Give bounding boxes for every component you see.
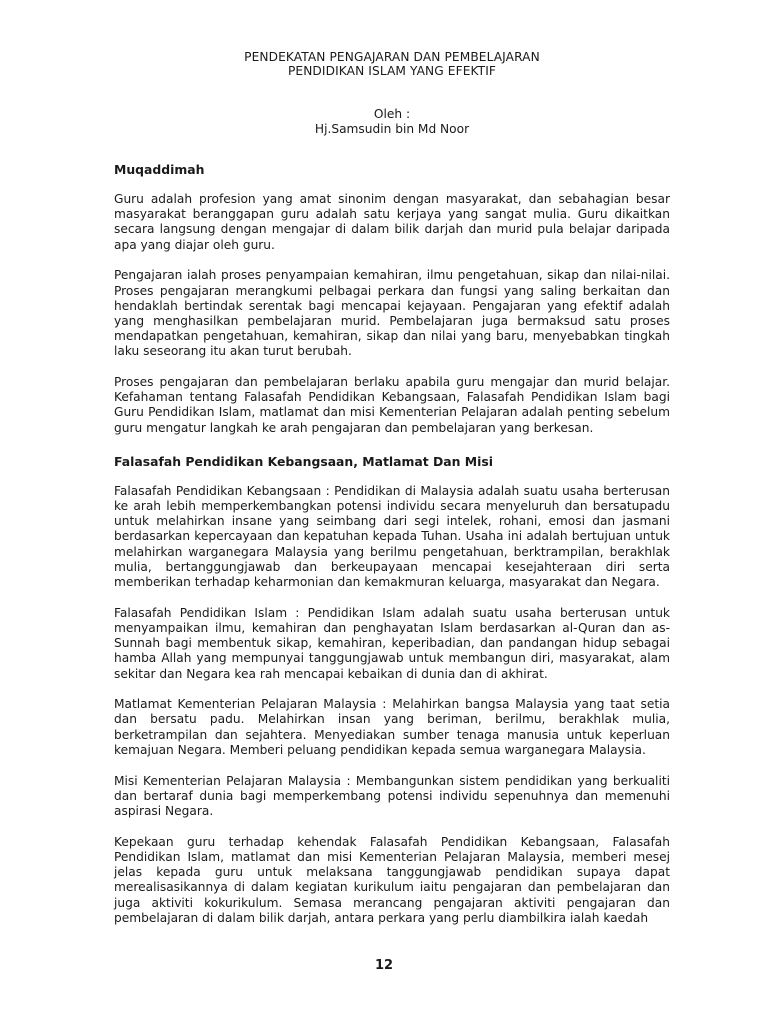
byline	[114, 107, 670, 137]
paragraph: Guru adalah profesion yang amat sinonim dengan masyarakat, dan sebahagian besar masyarakat beranggapan guru adalah satu kerjaya yang sangat mulia. Guru dikaitkan secara langsung dengan mengajar di dalam bilik darjah dan murid pula belajar daripada apa yang diajar oleh guru.	[114, 192, 670, 252]
title-line-2: PENDIDIKAN ISLAM YANG EFEKTIF	[287, 64, 497, 78]
paragraph: Pengajaran ialah proses penyampaian kemahiran, ilmu pengetahuan, sikap dan nilai-nilai. Proses pengajaran merangkumi pelbagai perkara dan fungsi yang saling berkaitan dan hendaklah bertindak serentak bagi mencapai kejayaan. Pengajaran yang efektif adalah yang menghasilkan pembelajaran murid. Pembelajaran juga bermaksud satu proses mendapatkan pengetahuan, kemahiran, sikap dan nilai yang baru, menyebabkan tingkah laku seseorang itu akan turut berubah.	[114, 268, 670, 359]
paragraph: Matlamat Kementerian Pelajaran Malaysia : Melahirkan bangsa Malaysia yang taat setia dan bersatu padu. Melahirkan insan yang beriman, berilmu, berakhlak mulia, berketrampilan dan sejahtera. Menyediakan sumber tenaga manusia untuk keperluan kemajuan Negara. Memberi peluang pendidikan kepada semua warganegara Malaysia.	[114, 697, 670, 757]
paragraph: Falasafah Pendidikan Islam : Pendidikan Islam adalah suatu usaha berterusan untuk menyampaikan ilmu, kemahiran dan penghayatan Islam berdasarkan al-Quran dan as-Sunnah bagi membentuk sikap, kemahiran, keperibadian, dan pandangan hidup sebagai hamba Allah yang mempunyai tanggungjawab untuk membangun diri, masyarakat, alam sekitar dan Negara kea rah mencapai kebaikan di dunia dan di akhirat.	[114, 605, 670, 681]
section-heading-muqaddimah: Muqaddimah	[114, 162, 205, 177]
author-name: Hj.Samsudin bin Md Noor	[314, 122, 470, 136]
byline-label: Oleh :	[373, 107, 411, 121]
section-heading-falsafah: Falasafah Pendidikan Kebangsaan, Matlamat Dan Misi	[114, 453, 493, 469]
page-number: 12	[374, 958, 394, 973]
paragraph: Misi Kementerian Pelajaran Malaysia : Membangunkan sistem pendidikan yang berkualiti dan bertaraf dunia bagi memperkembang potensi individu sepenuhnya dan memenuhi aspirasi Negara.	[114, 773, 670, 818]
page-content	[114, 50, 670, 926]
paragraph: Kepekaan guru terhadap kehendak Falasafah Pendidikan Kebangsaan, Falasafah Pendidikan Islam, matlamat dan misi Kementerian Pelajaran Malaysia, memberi mesej jelas kepada guru untuk melaksana tanggungjawab pendidikan supaya dapat merealisasikannya di dalam kegiatan kurikulum iaitu pengajaran dan pembelajaran dan juga aktiviti kokurikulum. Semasa merancang pengajaran aktiviti pengajaran dan pembelajaran di dalam bilik darjah, antara perkara yang perlu diambilkira ialah kaedah	[114, 834, 670, 925]
paragraph: Falasafah Pendidikan Kebangsaan : Pendidikan di Malaysia adalah suatu usaha berterusan ke arah lebih memperkembangkan potensi individu secara menyeluruh dan bersatupadu untuk melahirkan insane yang seimbang dari segi intelek, rohani, emosi dan jasmani berdasarkan kepercayaan dan kepatuhan kepada Tuhan. Usaha ini adalah bertujuan untuk melahirkan warganegara Malaysia yang berilmu pengetahuan, berktrampilan, berakhlak mulia, bertanggungjawab dan berkeupayaan mencapai kesejahteraan diri serta memberikan terhadap keharmonian dan kemakmuran keluarga, masyarakat dan Negara.	[114, 483, 670, 590]
title-line-1: PENDEKATAN PENGAJARAN DAN PEMBELAJARAN	[244, 50, 540, 64]
paragraph: Proses pengajaran dan pembelajaran berlaku apabila guru mengajar dan murid belajar. Kefahaman tentang Falasafah Pendidikan Kebangsaan, Falasafah Pendidikan Islam bagi Guru Pendidikan Islam, matlamat dan misi Kementerian Pelajaran adalah penting sebelum guru mengatur langkah ke arah pengajaran dan pembelajaran yang berkesan.	[114, 375, 670, 435]
